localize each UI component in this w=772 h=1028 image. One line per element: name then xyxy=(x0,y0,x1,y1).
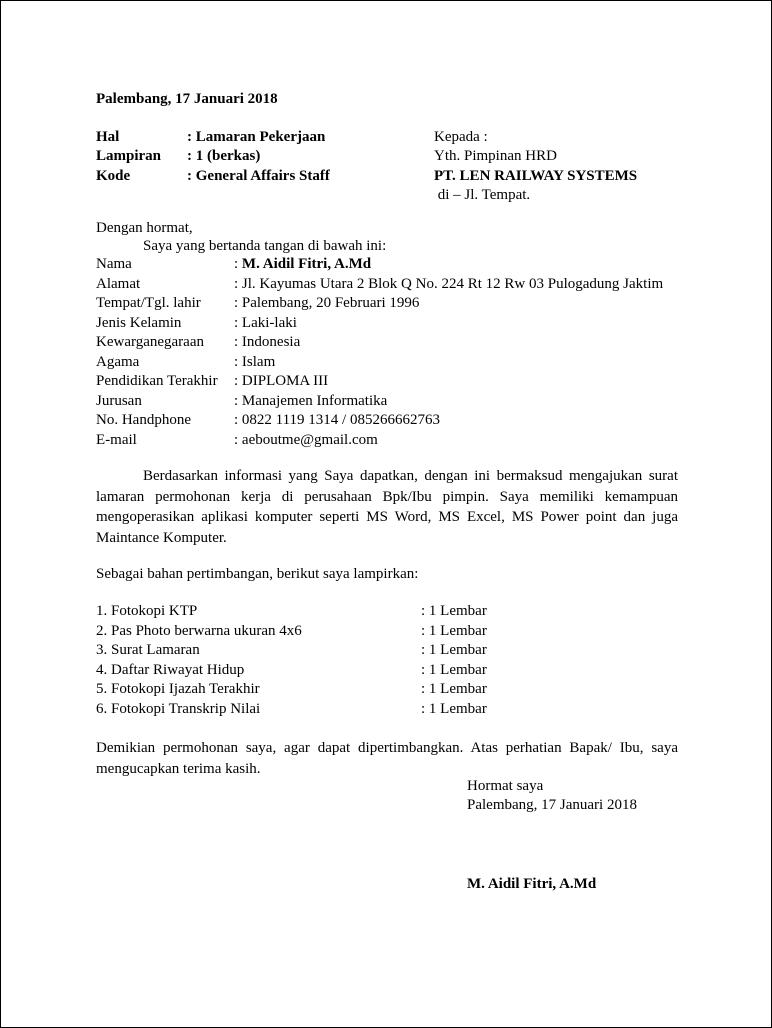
personal-row-agama xyxy=(96,353,696,373)
attachment-name: 3. Surat Lamaran xyxy=(96,642,200,658)
lampiran-label: Lampiran xyxy=(96,148,162,164)
personal-label: Tempat/Tgl. lahir xyxy=(96,295,201,311)
signoff: Hormat saya xyxy=(467,778,544,794)
personal-value: : Jl. Kayumas Utara 2 Blok Q No. 224 Rt 12 Rw 03 Pulogadung Jaktim xyxy=(234,275,664,292)
attachment-qty: : 1 Lembar xyxy=(421,661,487,678)
personal-row-email xyxy=(96,431,696,451)
personal-row-jenis-kelamin xyxy=(96,314,696,334)
attachment-qty: : 1 Lembar xyxy=(421,642,487,658)
closing-paragraph: Demikian permohonan saya, agar dapat dipertimbangkan. Atas perhatian Bapak/ Ibu, saya mengucapkan terima kasih. xyxy=(96,740,678,777)
personal-label: No. Handphone xyxy=(96,412,191,428)
personal-value: : Laki-laki xyxy=(234,314,297,331)
applicant-name: M. Aidil Fitri, A.Md xyxy=(241,256,372,272)
personal-row-pendidikan xyxy=(96,372,696,392)
attachment-qty: : 1 Lembar xyxy=(421,700,487,717)
attachment-qty: : 1 Lembar xyxy=(421,603,487,619)
personal-label: Pendidikan Terakhir xyxy=(96,373,218,389)
recipient-location: di – Jl. Tempat. xyxy=(434,187,531,203)
list-item xyxy=(96,680,596,700)
kode-value: : General Affairs Staff xyxy=(187,168,330,184)
personal-label: Agama xyxy=(96,353,140,370)
recipient-to: Yth. Pimpinan HRD xyxy=(434,148,557,164)
personal-value: : DIPLOMA III xyxy=(234,373,329,389)
list-item xyxy=(96,602,596,622)
hal-value: : Lamaran Pekerjaan xyxy=(187,129,326,145)
list-item xyxy=(96,700,596,720)
personal-value: : Indonesia xyxy=(234,334,301,350)
personal-label: Alamat xyxy=(96,275,141,292)
personal-label: Nama xyxy=(96,256,132,272)
personal-row-jurusan xyxy=(96,392,696,412)
personal-label: Jurusan xyxy=(96,392,142,409)
signature-name: M. Aidil Fitri, A.Md xyxy=(467,876,597,892)
personal-value: : 0822 1119 1314 / 085266662763 xyxy=(234,412,440,428)
list-item xyxy=(96,622,596,642)
personal-value: : M. Aidil Fitri, A.Md xyxy=(234,256,372,272)
personal-row-alamat xyxy=(96,275,696,295)
hal-label: Hal xyxy=(96,129,120,145)
attachment-name: 4. Daftar Riwayat Hidup xyxy=(96,661,245,678)
recipient-kepada: Kepada : xyxy=(434,129,488,145)
recipient-company: PT. LEN RAILWAY SYSTEMS xyxy=(434,168,638,184)
sign-place-date: Palembang, 17 Januari 2018 xyxy=(467,797,637,813)
personal-value: : Palembang, 20 Februari 1996 xyxy=(234,295,420,311)
personal-label: E-mail xyxy=(96,431,137,448)
intro-line: Saya yang bertanda tangan di bawah ini: xyxy=(143,238,387,254)
body-paragraph: Berdasarkan informasi yang Saya dapatkan, dengan ini bermaksud mengajukan surat lamaran permohonan kerja di perusahaan Bpk/Ibu pimpin. Saya memiliki kemampuan mengoperasikan aplikasi komputer seperti MS Word, MS Excel, MS Power point dan juga Maintance Komputer. xyxy=(96,468,678,546)
personal-label: Jenis Kelamin xyxy=(96,314,182,331)
kode-label: Kode xyxy=(96,168,131,184)
place-date: Palembang, 17 Januari 2018 xyxy=(96,91,278,107)
personal-row-handphone xyxy=(96,411,696,431)
attachment-name: 5. Fotokopi Ijazah Terakhir xyxy=(96,681,260,697)
personal-value: : Islam xyxy=(234,353,276,370)
personal-row-nama xyxy=(96,255,696,275)
greeting: Dengan hormat, xyxy=(96,220,193,236)
list-item xyxy=(96,661,596,681)
personal-row-ttl xyxy=(96,294,696,314)
attachments-intro: Sebagai bahan pertimbangan, berikut saya lampirkan: xyxy=(96,566,419,582)
attachment-qty: : 1 Lembar xyxy=(421,622,487,639)
attachment-name: 6. Fotokopi Transkrip Nilai xyxy=(96,700,261,717)
lampiran-value: : 1 (berkas) xyxy=(187,148,261,164)
personal-label: Kewarganegaraan xyxy=(96,334,204,350)
attachment-name: 2. Pas Photo berwarna ukuran 4x6 xyxy=(96,622,302,639)
attachment-qty: : 1 Lembar xyxy=(421,681,487,697)
list-item xyxy=(96,641,596,661)
attachment-name: 1. Fotokopi KTP xyxy=(96,603,198,619)
personal-value: : Manajemen Informatika xyxy=(234,392,388,409)
personal-row-kewarganegaraan xyxy=(96,333,696,353)
personal-value: : aeboutme@gmail.com xyxy=(234,431,378,448)
